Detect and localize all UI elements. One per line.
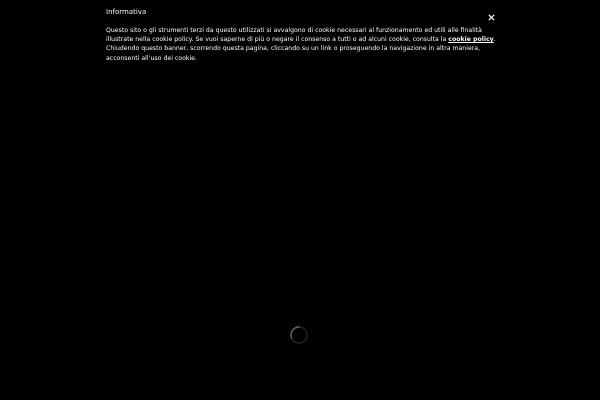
close-button[interactable]	[484, 10, 498, 24]
loading-spinner-icon	[289, 325, 309, 345]
banner-title: Informativa	[106, 8, 147, 16]
banner-text	[106, 26, 496, 63]
banner-text-after-link: . Chiudendo questo banner, scorrendo questa pagina, cliccando su un link o proseguendo la navigazione in altra maniera, acconsenti all’uso dei cookie.	[106, 36, 496, 62]
cookie-banner	[0, 0, 600, 72]
cookie-policy-link[interactable]: cookie policy	[448, 36, 494, 44]
banner-text-before-link: Questo sito o gli strumenti terzi da questo utilizzati si avvalgono di cookie necessari al funzionamento ed utili alle finalità illustrate nella cookie policy. Se vuoi saperne di più o negare il consenso a tutti o ad alcuni cookie, consulta la	[106, 27, 482, 44]
close-icon	[488, 14, 495, 21]
